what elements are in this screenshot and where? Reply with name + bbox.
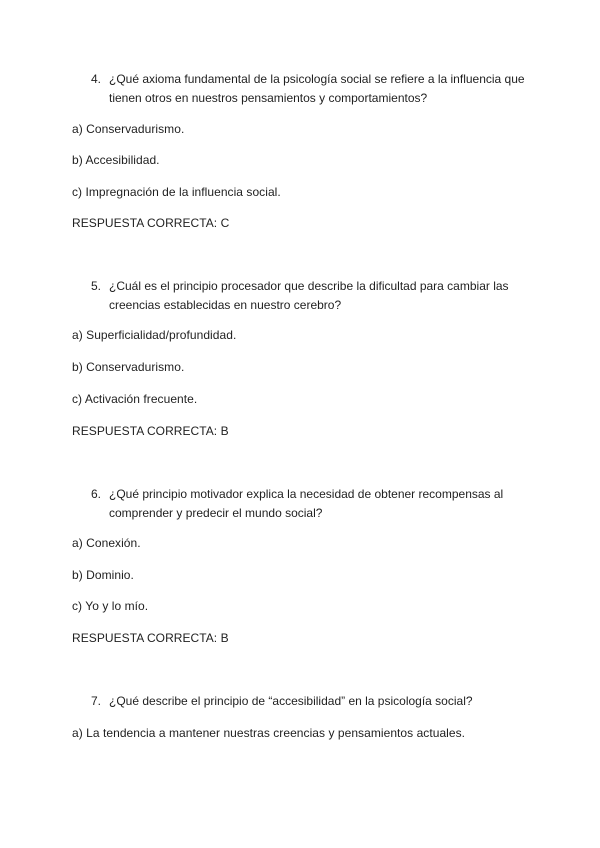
question-text: ¿Qué principio motivador explica la necesidad de obtener recompensas al comprender y predecir el mundo social?	[109, 487, 504, 520]
option-c: c) Activación frecuente.	[72, 392, 198, 406]
question-text: ¿Qué axioma fundamental de la psicología social se refiere a la influencia que tienen otros en nuestros pensamientos y comportamientos?	[109, 72, 525, 105]
question-number: 4.	[91, 72, 102, 86]
option-a: a) Superficialidad/profundidad.	[72, 328, 237, 342]
option-a: a) Conexión.	[72, 536, 141, 550]
question-number: 6.	[91, 487, 102, 501]
question-number: 5.	[91, 279, 102, 293]
question-number: 7.	[91, 694, 102, 708]
option-c: c) Yo y lo mío.	[72, 599, 149, 613]
correct-answer: RESPUESTA CORRECTA: C	[72, 216, 230, 230]
option-b: b) Accesibilidad.	[72, 153, 160, 167]
option-a: a) La tendencia a mantener nuestras creencias y pensamientos actuales.	[72, 726, 466, 740]
question-text: ¿Cuál es el principio procesador que describe la dificultad para cambiar las creencias establecidas en nuestro cerebro?	[109, 279, 509, 312]
correct-answer: RESPUESTA CORRECTA: B	[72, 631, 229, 645]
correct-answer: RESPUESTA CORRECTA: B	[72, 424, 229, 438]
option-b: b) Dominio.	[72, 568, 134, 582]
option-b: b) Conservadurismo.	[72, 360, 185, 374]
option-a: a) Conservadurismo.	[72, 122, 185, 136]
question-text: ¿Qué describe el principio de “accesibilidad” en la psicología social?	[109, 694, 473, 708]
option-c: c) Impregnación de la influencia social.	[72, 185, 281, 199]
